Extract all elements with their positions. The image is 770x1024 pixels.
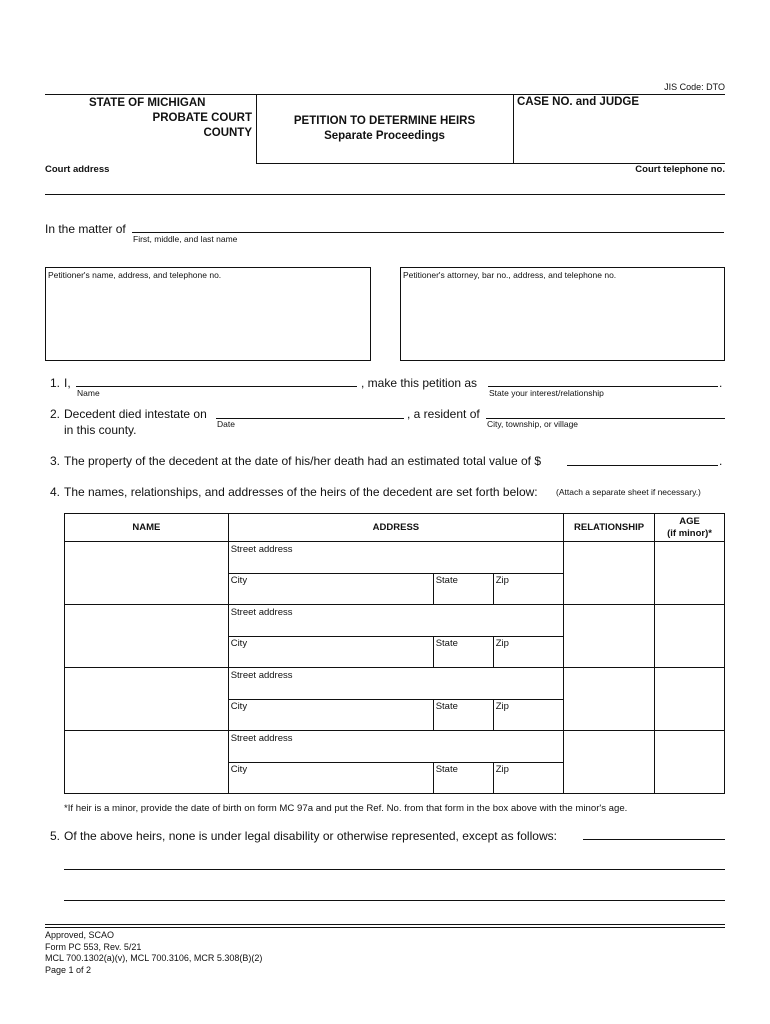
zip-label: Zip — [493, 573, 509, 604]
petitioner-box-label: Petitioner's name, address, and telephone no. — [48, 270, 222, 280]
table-row — [65, 731, 725, 794]
footer-page: Page 1 of 2 — [45, 964, 92, 975]
item2-line2: in this county. — [64, 423, 137, 437]
heir-address-cell[interactable] — [228, 605, 563, 668]
heirs-table-header — [65, 514, 725, 542]
item3-end: . — [719, 454, 723, 468]
state-label: State — [433, 573, 458, 604]
zip-label: Zip — [493, 762, 509, 793]
heir-address-cell[interactable] — [228, 542, 563, 605]
petitioner-box[interactable] — [45, 267, 371, 361]
matter-name-field[interactable] — [132, 232, 724, 233]
court-phone-label: Court telephone no. — [635, 164, 725, 175]
item1-caption-name: Name — [77, 388, 100, 398]
item1-interest-field[interactable] — [488, 386, 718, 387]
col-header-address: ADDRESS — [228, 514, 563, 542]
form-subtitle: Separate Proceedings — [324, 130, 445, 142]
zip-label: Zip — [493, 636, 509, 667]
matter-caption: First, middle, and last name — [133, 234, 238, 244]
heir-relationship-cell[interactable] — [564, 542, 655, 605]
heir-name-cell[interactable] — [65, 731, 229, 794]
state-label: State — [433, 762, 458, 793]
col-header-name: NAME — [65, 514, 229, 542]
court-address-field[interactable] — [45, 176, 725, 193]
table-row — [65, 668, 725, 731]
heir-address-cell[interactable] — [228, 731, 563, 794]
heir-name-cell[interactable] — [65, 542, 229, 605]
matter-label: In the matter of — [45, 222, 126, 236]
court-state: STATE OF MICHIGAN — [89, 97, 206, 109]
table-row — [65, 605, 725, 668]
item5-line-3[interactable] — [64, 900, 725, 901]
attorney-box[interactable] — [400, 267, 725, 361]
footer-statutes: MCL 700.1302(a)(v), MCL 700.3106, MCR 5.308(B)(2) — [45, 953, 263, 963]
case-no-label: CASE NO. and JUDGE — [517, 96, 640, 108]
address-divider — [229, 636, 563, 637]
item4-num: 4. — [50, 485, 61, 499]
heir-age-cell[interactable] — [655, 605, 725, 668]
city-label: City — [230, 701, 248, 712]
heir-name-cell[interactable] — [65, 605, 229, 668]
form-title-block — [256, 114, 513, 144]
heir-age-cell[interactable] — [655, 731, 725, 794]
street-address-label: Street address — [230, 544, 293, 555]
item4-text: The names, relationships, and addresses of the heirs of the decedent are set forth below: — [64, 485, 538, 499]
heirs-table — [64, 513, 725, 794]
city-label: City — [230, 638, 248, 649]
heir-name-cell[interactable] — [65, 668, 229, 731]
item3-num: 3. — [50, 454, 61, 468]
col-header-age-line2: (if minor)* — [667, 527, 712, 539]
street-address-label: Street address — [230, 607, 293, 618]
item1-middle: , make this petition as — [361, 376, 478, 390]
heir-age-cell[interactable] — [655, 668, 725, 731]
attorney-box-label: Petitioner's attorney, bar no., address, and telephone no. — [403, 270, 617, 280]
state-label: State — [433, 699, 458, 730]
minor-note: *If heir is a minor, provide the date of birth on form MC 97a and put the Ref. No. from that form in the box above with the minor's age. — [64, 803, 628, 814]
item1-name-field[interactable] — [76, 386, 357, 387]
item4-note: (Attach a separate sheet if necessary.) — [556, 487, 701, 497]
item3-text: The property of the decedent at the date of his/her death had an estimated total value of $ — [64, 454, 541, 468]
footer-rule-1 — [45, 924, 725, 925]
item3-value-field[interactable] — [567, 465, 718, 466]
item2-caption-city: City, township, or village — [487, 419, 579, 429]
form-title: PETITION TO DETERMINE HEIRS — [293, 115, 476, 127]
city-label: City — [230, 764, 248, 775]
court-address-label: Court address — [45, 164, 110, 175]
heir-relationship-cell[interactable] — [564, 731, 655, 794]
col-header-relationship: RELATIONSHIP — [564, 514, 655, 542]
table-row — [65, 542, 725, 605]
heir-age-cell[interactable] — [655, 542, 725, 605]
heir-address-cell[interactable] — [228, 668, 563, 731]
jis-code: JIS Code: DTO — [664, 82, 725, 92]
item5-line-2[interactable] — [64, 869, 725, 870]
col-header-age — [655, 514, 725, 542]
footer-approved: Approved, SCAO — [45, 930, 115, 940]
court-block — [45, 96, 252, 141]
item5-exception-field[interactable] — [583, 839, 725, 840]
item2-prefix: Decedent died intestate on — [64, 407, 207, 421]
street-address-label: Street address — [230, 733, 293, 744]
item2-caption-date: Date — [217, 419, 235, 429]
address-divider — [229, 699, 563, 700]
city-label: City — [230, 575, 248, 586]
item2-num: 2. — [50, 407, 61, 421]
footer-form-number: Form PC 553, Rev. 5/21 — [45, 941, 142, 952]
court-address-rule — [45, 194, 725, 195]
court-county: COUNTY — [203, 127, 252, 139]
item5-num: 5. — [50, 829, 61, 843]
item5-text: Of the above heirs, none is under legal disability or otherwise represented, except as follows: — [64, 829, 557, 843]
zip-label: Zip — [493, 699, 509, 730]
heir-relationship-cell[interactable] — [564, 668, 655, 731]
item2-date-field[interactable] — [216, 418, 404, 419]
address-divider — [229, 573, 563, 574]
item1-num: 1. — [50, 376, 61, 390]
address-divider — [229, 762, 563, 763]
case-no-field[interactable] — [514, 110, 724, 162]
header-top-rule — [45, 94, 725, 95]
footer-rule-2 — [45, 927, 725, 928]
street-address-label: Street address — [230, 670, 293, 681]
col-header-age-line1: AGE — [679, 515, 700, 527]
state-label: State — [433, 636, 458, 667]
item1-caption-interest: State your interest/relationship — [489, 388, 604, 398]
item2-middle: , a resident of — [407, 407, 480, 421]
item1-prefix: I, — [64, 376, 71, 390]
heir-relationship-cell[interactable] — [564, 605, 655, 668]
footer-block — [45, 930, 262, 976]
item1-end: . — [719, 376, 723, 390]
court-probate: PROBATE COURT — [152, 112, 252, 124]
